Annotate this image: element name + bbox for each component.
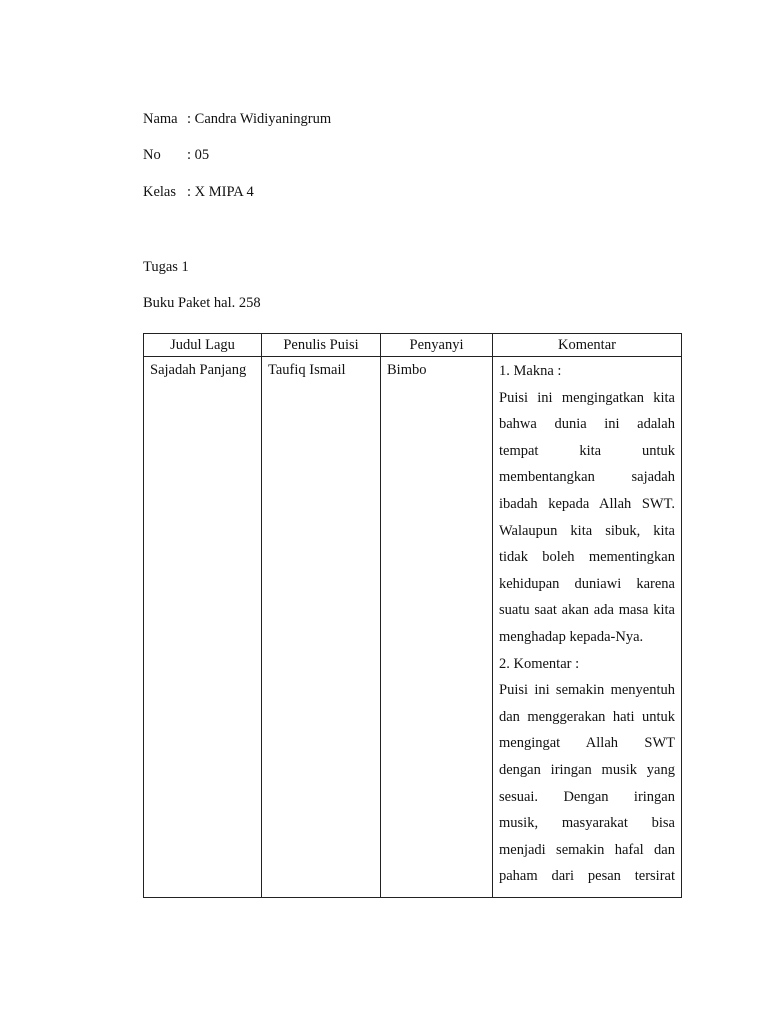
task-source: Buku Paket hal. 258 xyxy=(143,295,261,311)
cell-penulis-puisi: Taufiq Ismail xyxy=(262,357,381,898)
table-row xyxy=(144,357,682,898)
komentar-line: 1. Makna : xyxy=(499,363,562,379)
task-title: Tugas 1 xyxy=(143,259,189,275)
komentar-line: mengingat Allah SWT xyxy=(499,735,675,752)
komentar-line: Puisi ini mengingatkan kita xyxy=(499,389,675,406)
komentar-line: Walaupun kita sibuk, kita xyxy=(499,522,675,539)
table-header-row xyxy=(144,334,682,357)
komentar-line: musik, masyarakat bisa xyxy=(499,815,675,832)
poem-song-table xyxy=(143,333,682,898)
komentar-line: Puisi ini semakin menyentuh xyxy=(499,682,675,699)
komentar-line: dan menggerakan hati untuk xyxy=(499,708,675,725)
komentar-line: paham dari pesan tersirat xyxy=(499,868,675,885)
header-penyanyi: Penyanyi xyxy=(381,334,493,357)
student-class-row xyxy=(143,182,254,202)
name-value: : Candra Widiyaningrum xyxy=(187,111,332,127)
student-name-row xyxy=(143,109,331,129)
student-number-row xyxy=(143,145,209,165)
header-penulis-puisi: Penulis Puisi xyxy=(262,334,381,357)
cell-komentar xyxy=(493,357,682,898)
komentar-line: 2. Komentar : xyxy=(499,655,580,672)
komentar-line: menghadap kepada-Nya. xyxy=(499,628,644,645)
komentar-line: membentangkan sajadah xyxy=(499,469,675,486)
komentar-line: bahwa dunia ini adalah xyxy=(499,416,675,433)
cell-penyanyi: Bimbo xyxy=(381,357,493,898)
name-label: Nama xyxy=(143,111,178,127)
header-judul-lagu: Judul Lagu xyxy=(144,334,262,357)
komentar-line: ibadah kepada Allah SWT. xyxy=(499,495,675,512)
komentar-line: tidak boleh mementingkan xyxy=(499,549,675,566)
number-value: : 05 xyxy=(187,147,210,163)
komentar-line: suatu saat akan ada masa kita xyxy=(499,602,675,619)
komentar-line: dengan iringan musik yang xyxy=(499,761,675,778)
komentar-line: kehidupan duniawi karena xyxy=(499,575,675,592)
cell-judul-lagu: Sajadah Panjang xyxy=(144,357,262,898)
komentar-line: menjadi semakin hafal dan xyxy=(499,841,675,858)
number-label: No xyxy=(143,147,161,163)
class-label: Kelas xyxy=(143,184,177,200)
komentar-line: sesuai. Dengan iringan xyxy=(499,788,675,805)
header-komentar: Komentar xyxy=(493,334,682,357)
komentar-line: tempat kita untuk xyxy=(499,442,675,459)
class-value: : X MIPA 4 xyxy=(187,184,254,200)
